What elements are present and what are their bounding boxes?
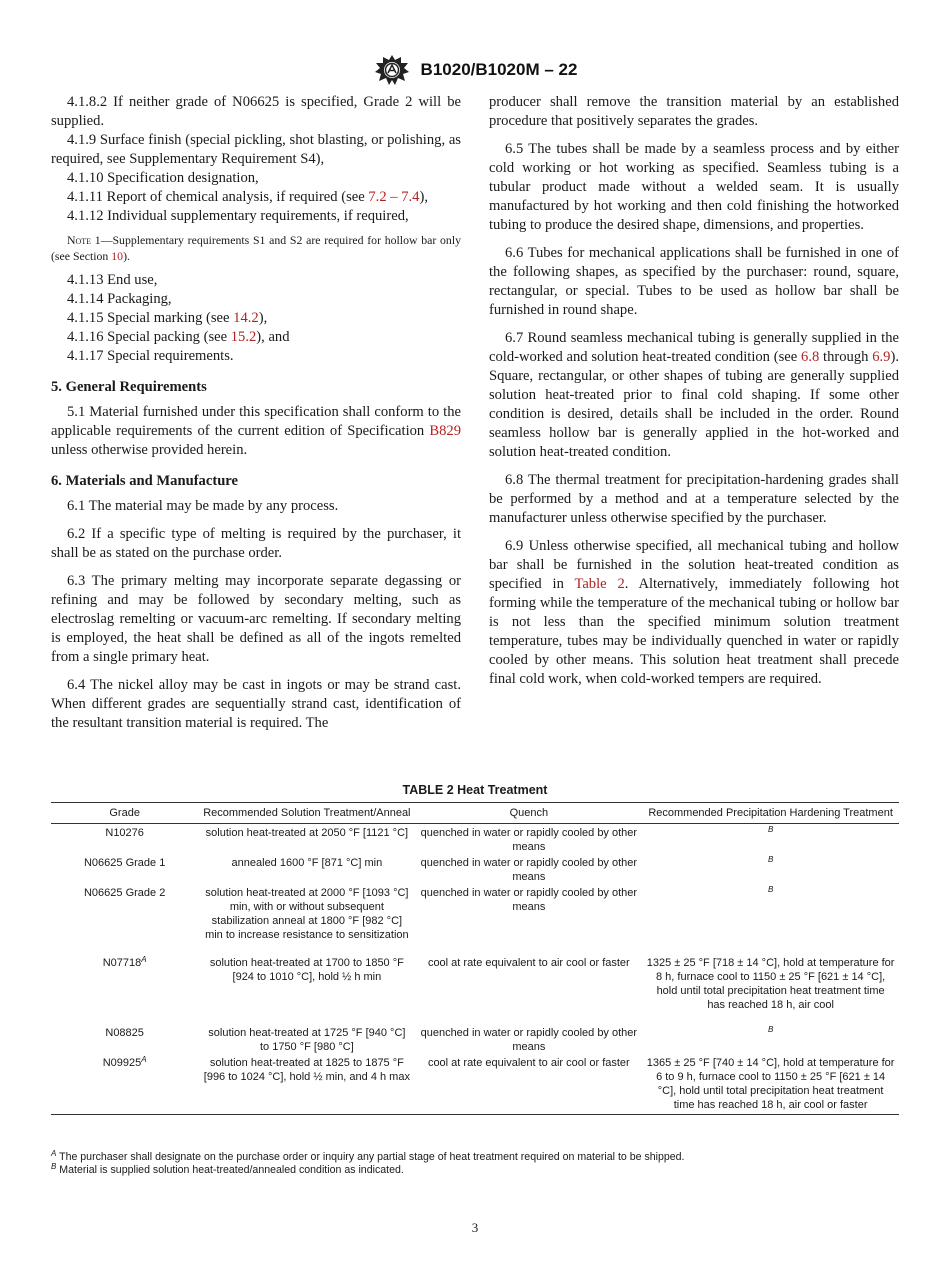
note-text: —Supplementary requirements S1 and S2 are required for hollow bar only (see Section xyxy=(51,233,461,263)
astm-logo-icon xyxy=(373,54,411,86)
para-4-1-8-2: 4.1.8.2 If neither grade of N06625 is specified, Grade 2 will be supplied. xyxy=(51,94,461,129)
grade-text: N06625 Grade 2 xyxy=(83,887,166,899)
para-4-1-15 xyxy=(51,309,461,328)
cell-anneal: annealed 1600 °F [871 °C] min xyxy=(231,857,383,869)
para-6-7-mid: through xyxy=(819,349,873,365)
table-title: TABLE 2 Heat Treatment xyxy=(402,783,548,797)
header-grade: Grade xyxy=(51,803,198,824)
table-row xyxy=(51,1054,899,1115)
cell-quench: quenched in water or rapidly cooled by other means xyxy=(420,857,638,883)
cell-precip xyxy=(642,1012,899,1054)
footnote-a-text: The purchaser shall designate on the purchase order or inquiry any partial stage of heat treatment required on material to be shipped. xyxy=(56,1151,685,1163)
link-15-2[interactable]: 15.2 xyxy=(230,329,257,345)
para-4-1-17: 4.1.17 Special requirements. xyxy=(67,348,234,364)
section-6-heading: 6. Materials and Manufacture xyxy=(51,473,238,489)
table-row xyxy=(51,854,899,884)
link-7-2-7-4[interactable]: 7.2 – 7.4 xyxy=(368,189,420,205)
para-4-1-9: 4.1.9 Surface finish (special pickling, shot blasting, or polishing, as required, see Supplementary Requirement S4), xyxy=(51,132,461,167)
cell-precip: 1365 ± 25 °F [740 ± 14 °C], hold at temperature for 6 to 9 h, furnace cool to 1150 ± 25 °F [621 ± 14 °C], hold until total precipitation heat treatment time has reached 18 h, air cool or faster xyxy=(642,1054,899,1115)
para-5-1-text: 5.1 Material furnished under this specification shall conform to the applicable requirements of the current edition of Specification xyxy=(51,404,461,439)
para-6-2: 6.2 If a specific type of melting is required by the purchaser, it shall be as stated on the purchase order. xyxy=(51,526,461,561)
para-4-1-15-end: ), xyxy=(258,310,268,326)
link-6-8[interactable]: 6.8 xyxy=(801,349,820,365)
link-section-10[interactable]: 10 xyxy=(111,248,124,263)
cell-precip xyxy=(642,854,899,884)
para-6-7-end: ). Square, rectangular, or other shapes of tubing are generally supplied solution heat-treated prior to final cold shaping. If some other condition is desired, details shall be included in the order. Round seamless hollow bar is generally applied in the hot-worked and solution heat-treated condition. xyxy=(489,349,899,460)
footnote-mark-b: B xyxy=(767,825,774,834)
para-4-1-14: 4.1.14 Packaging, xyxy=(67,291,172,307)
para-4-1-12: 4.1.12 Individual supplementary requirements, if required, xyxy=(67,208,409,224)
cell-grade xyxy=(51,884,198,942)
section-5-heading: 5. General Requirements xyxy=(51,379,207,395)
table-footnote-b xyxy=(51,1164,899,1177)
para-4-1-16-end: ), and xyxy=(256,329,290,345)
table-footnote-a xyxy=(51,1151,899,1164)
cell-quench: cool at rate equivalent to air cool or faster xyxy=(427,957,630,969)
right-column xyxy=(489,93,899,689)
footnote-mark-b: B xyxy=(767,855,774,864)
table-row xyxy=(51,824,899,855)
footnote-mark-a: A xyxy=(141,1055,147,1064)
grade-text: N06625 Grade 1 xyxy=(83,857,166,869)
para-6-6: 6.6 Tubes for mechanical applications shall be furnished in one of the following shapes, as specified by the purchaser: round, square, rectangular, or special. Tubes to be used as hollow bar shall be furnished in round shape. xyxy=(489,245,899,318)
footnote-mark-a: A xyxy=(141,955,147,964)
footnote-a-mark: A xyxy=(51,1149,57,1158)
page-header xyxy=(0,54,950,86)
page-number: 3 xyxy=(471,1220,479,1235)
grade-text: N08825 xyxy=(105,1027,144,1039)
para-6-3: 6.3 The primary melting may incorporate separate degassing or refining and may be followed by secondary melting, such as electroslag remelting or vacuum-arc remelting. If secondary melting is employed, the heat shall be defined as all of the ingots remelted from a single primary heat. xyxy=(51,573,461,665)
para-6-8: 6.8 The thermal treatment for precipitation-hardening grades shall be performed by a method and at a temperature selected by the manufacturer unless otherwise specified by the purchaser. xyxy=(489,472,899,526)
table-row xyxy=(51,884,899,942)
para-6-9-end: . Alternatively, immediately following hot forming while the temperature of the mechanical tubing or hollow bar is not less than the specified minimum solution treatment temperature, tubes may be individually quenched in water or rapidly cooled by other means. This solution heat treatment shall precede final cold work, when cold-worked tempers are required. xyxy=(489,576,900,687)
cell-quench: cool at rate equivalent to air cool or faster xyxy=(415,1054,642,1115)
para-6-9-text: 6.9 Unless otherwise specified, all mechanical tubing and hollow bar shall be furnished in the solution heat-treated condition as specified in xyxy=(489,538,899,592)
cell-anneal: solution heat-treated at 2050 °F [1121 °C] xyxy=(205,827,409,839)
table-header-row xyxy=(51,803,899,824)
footnote-b-text: Material is supplied solution heat-treated/annealed condition as indicated. xyxy=(56,1164,404,1176)
cell-anneal: solution heat-treated at 1725 °F [940 °C] to 1750 °F [980 °C] xyxy=(208,1027,406,1053)
para-6-1: 6.1 The material may be made by any process. xyxy=(67,498,339,514)
para-6-5: 6.5 The tubes shall be made by a seamless process and by either cold working or hot working as specified. Seamless tubing is a tubular product made without a welded seam. It is usually manufactured by hot working and then cold finishing the hotworked tubing to produce the desired shape, dimensions, and properties. xyxy=(489,141,899,233)
link-14-2[interactable]: 14.2 xyxy=(233,310,259,326)
heat-treatment-table xyxy=(51,802,899,1115)
footnote-b-mark: B xyxy=(51,1162,57,1171)
cell-grade xyxy=(51,1012,198,1054)
note-1 xyxy=(51,233,461,264)
standard-designation: B1020/B1020M – 22 xyxy=(420,60,578,79)
link-6-9[interactable]: 6.9 xyxy=(872,349,891,365)
cell-quench: quenched in water or rapidly cooled by other means xyxy=(420,1027,638,1053)
para-6-4-continued: producer shall remove the transition material by an established procedure that positively separates the grades. xyxy=(489,94,899,129)
para-4-1-16 xyxy=(51,328,461,347)
cell-grade xyxy=(51,942,198,1012)
para-4-1-10: 4.1.10 Specification designation, xyxy=(67,170,259,186)
header-quench: Quench xyxy=(415,803,642,824)
para-6-4: 6.4 The nickel alloy may be cast in ingots or may be strand cast. When different grades are sequentially strand cast, identification of the resultant transition material is required. The xyxy=(51,677,461,731)
para-4-1-11-text: 4.1.11 Report of chemical analysis, if required (see xyxy=(67,189,369,205)
cell-grade xyxy=(51,1054,198,1115)
table-row xyxy=(51,942,899,1012)
cell-precip: 1325 ± 25 °F [718 ± 14 °C], hold at temperature for 8 h, furnace cool to 1150 ± 25 °F [621 ± 14 °C], hold until total precipitation heat treatment time has reached 18 h, air cool xyxy=(646,957,895,1011)
note-end: ). xyxy=(123,248,130,263)
para-4-1-16-text: 4.1.16 Special packing (see xyxy=(67,329,231,345)
para-6-7-text: 6.7 Round seamless mechanical tubing is generally supplied in the cold-worked and solution heat-treated condition (see xyxy=(489,330,899,365)
para-5-1-end: unless otherwise provided herein. xyxy=(51,442,248,458)
grade-text: N09925 xyxy=(102,1057,142,1069)
para-4-1-11 xyxy=(51,188,461,207)
para-5-1 xyxy=(51,403,461,460)
footnote-mark-b: B xyxy=(767,1025,774,1034)
para-4-1-11-end: ), xyxy=(419,189,428,205)
grade-text: N07718 xyxy=(102,957,142,969)
header-precipitation: Recommended Precipitation Hardening Treatment xyxy=(642,803,899,824)
link-b829[interactable]: B829 xyxy=(429,423,461,439)
cell-precip xyxy=(642,824,899,855)
header-solution-treatment: Recommended Solution Treatment/Anneal xyxy=(198,803,415,824)
cell-precip xyxy=(642,884,899,942)
para-4-1-13: 4.1.13 End use, xyxy=(67,272,158,288)
para-6-9 xyxy=(489,537,899,689)
para-6-7 xyxy=(489,329,899,462)
cell-anneal: solution heat-treated at 2000 °F [1093 °C] min, with or without subsequent stabilization anneal at 1800 °F [982 °C] min to increase resistance to sensitization xyxy=(205,887,409,941)
cell-anneal: solution heat-treated at 1700 to 1850 °F [924 to 1010 °C], hold ½ h min xyxy=(209,957,404,983)
cell-grade xyxy=(51,824,198,855)
cell-anneal: solution heat-treated at 1825 to 1875 °F [996 to 1024 °C], hold ½ min, and 4 h max xyxy=(198,1054,415,1115)
grade-text: N10276 xyxy=(105,827,144,839)
cell-quench: quenched in water or rapidly cooled by other means xyxy=(420,827,638,853)
note-label: Note 1 xyxy=(67,233,101,247)
table-row xyxy=(51,1012,899,1054)
para-4-1-15-text: 4.1.15 Special marking (see xyxy=(67,310,234,326)
footnote-mark-b: B xyxy=(767,885,774,894)
link-table-2[interactable]: Table 2 xyxy=(574,576,625,592)
left-column xyxy=(51,93,461,733)
cell-grade xyxy=(51,854,198,884)
cell-quench: quenched in water or rapidly cooled by other means xyxy=(420,887,638,913)
